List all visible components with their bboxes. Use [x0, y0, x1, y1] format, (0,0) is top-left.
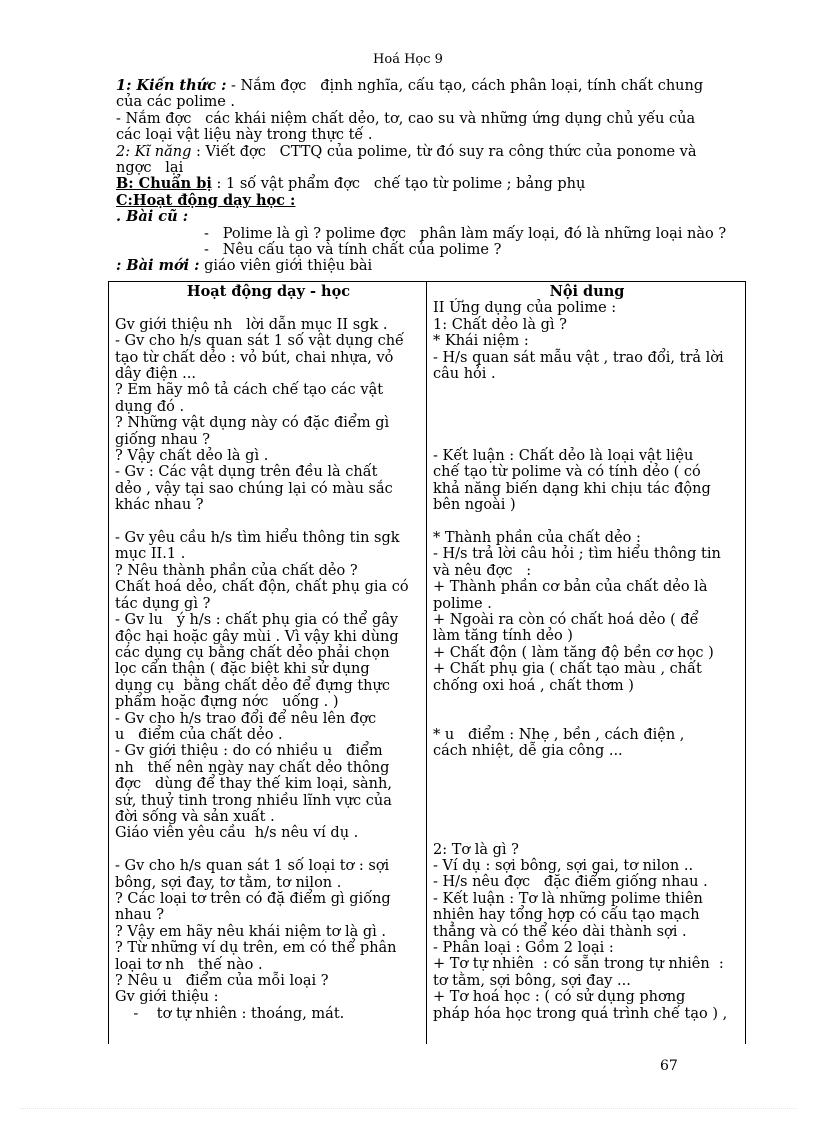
content-line: - H/s trả lời câu hỏi ; tìm hiểu thông tin	[433, 546, 721, 563]
footer-divider	[20, 1108, 796, 1109]
knowledge-line-4: các loại vật liệu này trong thực tế .	[116, 127, 373, 144]
content-line	[433, 399, 741, 415]
activity-line: - Gv lu ý h/s : chất phụ gia có thể gây	[115, 612, 399, 629]
activity-line: - Gv cho h/s trao đổi để nêu lên đợc	[115, 710, 377, 727]
content-column	[427, 282, 745, 1044]
activity-line	[115, 842, 422, 858]
activities-heading: C:Hoạt động dạy học :	[116, 191, 296, 209]
right-column-body	[433, 300, 741, 1022]
content-line: nhiên hay tổng hợp có cấu tạo mạch	[433, 907, 700, 924]
activity-line: - tơ tự nhiên : thoáng, mát.	[115, 1005, 345, 1022]
preparation-text: : 1 số vật phẩm đợc chế tạo từ polime ; bảng phụ	[211, 176, 586, 193]
old-lesson-label: . Bài cũ :	[116, 208, 189, 226]
teaching-activities-column	[109, 282, 427, 1044]
activity-line: Gv giới thiệu :	[115, 989, 219, 1006]
content-line: pháp hóa học trong quá trình chế tạo ) ,	[433, 1005, 728, 1022]
content-line: * Khái niệm :	[433, 333, 529, 350]
knowledge-line-2: của các polime .	[116, 94, 236, 111]
knowledge-text: - Nắm đợc định nghĩa, cấu tạo, cách phân loại, tính chất chung	[226, 78, 704, 94]
activity-line: u điểm của chất dẻo .	[115, 726, 283, 743]
content-line: - Phân loại : Gồm 2 loại :	[433, 940, 614, 957]
content-line: + Thành phần cơ bản của chất dẻo là	[433, 579, 708, 596]
content-line: + Chất phụ gia ( chất tạo màu , chất	[433, 661, 702, 678]
activity-line: ? Các loại tơ trên có đặ điểm gì giống	[115, 890, 391, 907]
content-line: câu hỏi .	[433, 366, 496, 383]
lesson-intro	[116, 78, 746, 275]
content-line: bên ngoài )	[433, 497, 516, 514]
old-lesson-question-1: - Polime là gì ? polime đợc phân làm mấy loại, đó là những loại nào ?	[204, 225, 727, 242]
content-line: - Kết luận : Tơ là những polime thiên	[433, 890, 703, 907]
activity-line: nh thế nên ngày nay chất dẻo thông	[115, 759, 390, 776]
content-line: chống oxi hoá , chất thơm )	[433, 677, 634, 694]
activity-line: khác nhau ?	[115, 497, 204, 514]
content-line: II Ứng dụng của polime :	[433, 300, 617, 317]
activity-line: lọc cẩn thận ( đặc biệt khi sử dụng	[115, 661, 370, 678]
activity-line: độc hại hoặc gây mùi . Vì vậy khi dùng	[115, 628, 399, 645]
activity-line: ? Vậy chất dẻo là gì .	[115, 448, 269, 465]
activity-line: dụng cụ bằng chất dẻo để đựng thực	[115, 677, 390, 694]
content-line: thẳng và có thể kéo dài thành sợi .	[433, 923, 687, 940]
content-line	[433, 760, 741, 776]
activity-line: ? Những vật dụng này có đặc điểm gì	[115, 415, 390, 432]
content-line	[433, 710, 741, 726]
activity-line: tác dụng gì ?	[115, 595, 211, 612]
content-line: - H/s quan sát mẫu vật , trao đổi, trả lời	[433, 349, 724, 366]
page-number: 67	[660, 1058, 678, 1074]
content-line	[433, 432, 741, 448]
content-line	[433, 415, 741, 431]
content-line: làm tăng tính dẻo )	[433, 628, 573, 645]
content-line: 2: Tơ là gì ?	[433, 841, 519, 858]
preparation-label: B: Chuẩn bị	[116, 175, 212, 193]
content-line	[433, 382, 741, 398]
content-line: + Tơ hoá học : ( có sử dụng phơng	[433, 989, 686, 1006]
skill-label: 2: Kĩ năng	[116, 143, 192, 160]
activity-line: đời sống và sản xuất .	[115, 808, 275, 825]
content-line	[433, 809, 741, 825]
content-line: * Thành phần của chất dẻo :	[433, 530, 641, 547]
skill-line-2: ngợc lại	[116, 160, 184, 177]
activity-line: Chất hoá dẻo, chất độn, chất phụ gia có	[115, 579, 409, 596]
new-lesson-label: : Bài mới :	[116, 257, 200, 275]
skill-text: : Viết đợc CTTQ của polime, từ đó suy ra công thức của ponome và	[191, 143, 697, 160]
left-column-header: Hoạt động dạy - học	[186, 283, 351, 300]
activity-line: dụng đó .	[115, 398, 185, 415]
content-line: + Tơ tự nhiên : có sẵn trong tự nhiên :	[433, 956, 724, 973]
activity-line: tạo từ chất dẻo : vỏ bút, chai nhựa, vỏ	[115, 349, 394, 366]
knowledge-line	[116, 78, 746, 94]
content-line: * u điểm : Nhẹ , bền , cách điện ,	[433, 726, 685, 743]
activity-line: giống nhau ?	[115, 431, 211, 448]
new-lesson-text: giáo viên giới thiệu bài	[199, 258, 373, 275]
content-line	[433, 825, 741, 841]
knowledge-line-3: - Nắm đợc các khái niệm chất dẻo, tơ, cao su và những ứng dụng chủ yếu của	[116, 110, 696, 127]
activity-line: - Gv yêu cầu h/s tìm hiểu thông tin sgk	[115, 530, 400, 547]
content-line: + Ngoài ra còn có chất hoá dẻo ( để	[433, 612, 699, 629]
activity-line: ? Từ những ví dụ trên, em có thể phân	[115, 940, 397, 957]
activity-line: ? Nêu thành phần của chất dẻo ?	[115, 562, 358, 579]
activity-line: Giáo viên yêu cầu h/s nêu ví dụ .	[115, 825, 359, 842]
content-line: + Chất độn ( làm tăng độ bền cơ học )	[433, 644, 714, 661]
page-header: Hoá Học 9	[373, 52, 443, 67]
left-column-body	[115, 300, 422, 1022]
activity-line: đợc dùng để thay thế kim loại, sành,	[115, 776, 392, 793]
activity-line: phẩm hoặc đựng nớc uống . )	[115, 694, 339, 711]
activity-line: - Gv : Các vật dụng trên đều là chất	[115, 464, 378, 481]
activity-line: dây điện ...	[115, 366, 197, 383]
activity-line: - Gv cho h/s quan sát 1 số loại tơ : sợi	[115, 858, 390, 875]
activity-line: sứ, thuỷ tinh trong nhiều lĩnh vực của	[115, 792, 392, 809]
activity-line: Gv giới thiệu nh lời dẫn mục II sgk .	[115, 316, 388, 333]
content-line: tơ tằm, sợi bông, sợi đay ...	[433, 972, 631, 989]
content-line: polime .	[433, 595, 492, 612]
content-line	[433, 514, 741, 530]
activity-line: loại tơ nh thế nào .	[115, 956, 263, 973]
activity-line: bông, sợi đay, tơ tằm, tơ nilon .	[115, 874, 342, 891]
activity-line: - Gv cho h/s quan sát 1 số vật dụng chế	[115, 333, 404, 350]
content-line	[433, 776, 741, 792]
content-line: - Ví dụ : sợi bông, sợi gai, tơ nilon ..	[433, 858, 694, 875]
content-line: và nêu đợc :	[433, 562, 532, 579]
activity-line: nhau ?	[115, 907, 165, 924]
preparation-line	[116, 176, 746, 192]
right-column-header: Nội dung	[549, 283, 625, 300]
activity-line: - Gv giới thiệu : do có nhiều u điểm	[115, 743, 383, 760]
activity-line: mục II.1 .	[115, 546, 186, 563]
activity-line: các dụng cụ bằng chất dẻo phải chọn	[115, 644, 390, 661]
activity-line: ? Nêu u điểm của mỗi loại ?	[115, 973, 329, 990]
activity-line	[115, 300, 422, 316]
activity-line	[115, 514, 422, 530]
content-line: khả năng biến dạng khi chịu tác động	[433, 480, 711, 497]
content-line: 1: Chất dẻo là gì ?	[433, 316, 567, 333]
content-line: - H/s nêu đợc đặc điểm giống nhau .	[433, 874, 708, 891]
content-line: chế tạo từ polime và có tính dẻo ( có	[433, 464, 701, 481]
content-line	[433, 792, 741, 808]
new-lesson-line	[116, 258, 746, 274]
activity-line: ? Em hãy mô tả cách chế tạo các vật	[115, 382, 384, 399]
content-line: cách nhiệt, dễ gia công ...	[433, 743, 623, 760]
old-lesson-question-2: - Nêu cấu tạo và tính chất của polime ?	[204, 242, 502, 259]
activity-line: dẻo , vậy tại sao chúng lại có màu sắc	[115, 480, 393, 497]
lesson-table	[108, 281, 746, 1044]
activity-line: ? Vậy em hãy nêu khái niệm tơ là gì .	[115, 923, 387, 940]
knowledge-label: 1: Kiến thức :	[116, 77, 227, 94]
content-line: - Kết luận : Chất dẻo là loại vật liệu	[433, 448, 694, 464]
content-line	[433, 694, 741, 710]
skill-line	[116, 144, 746, 160]
